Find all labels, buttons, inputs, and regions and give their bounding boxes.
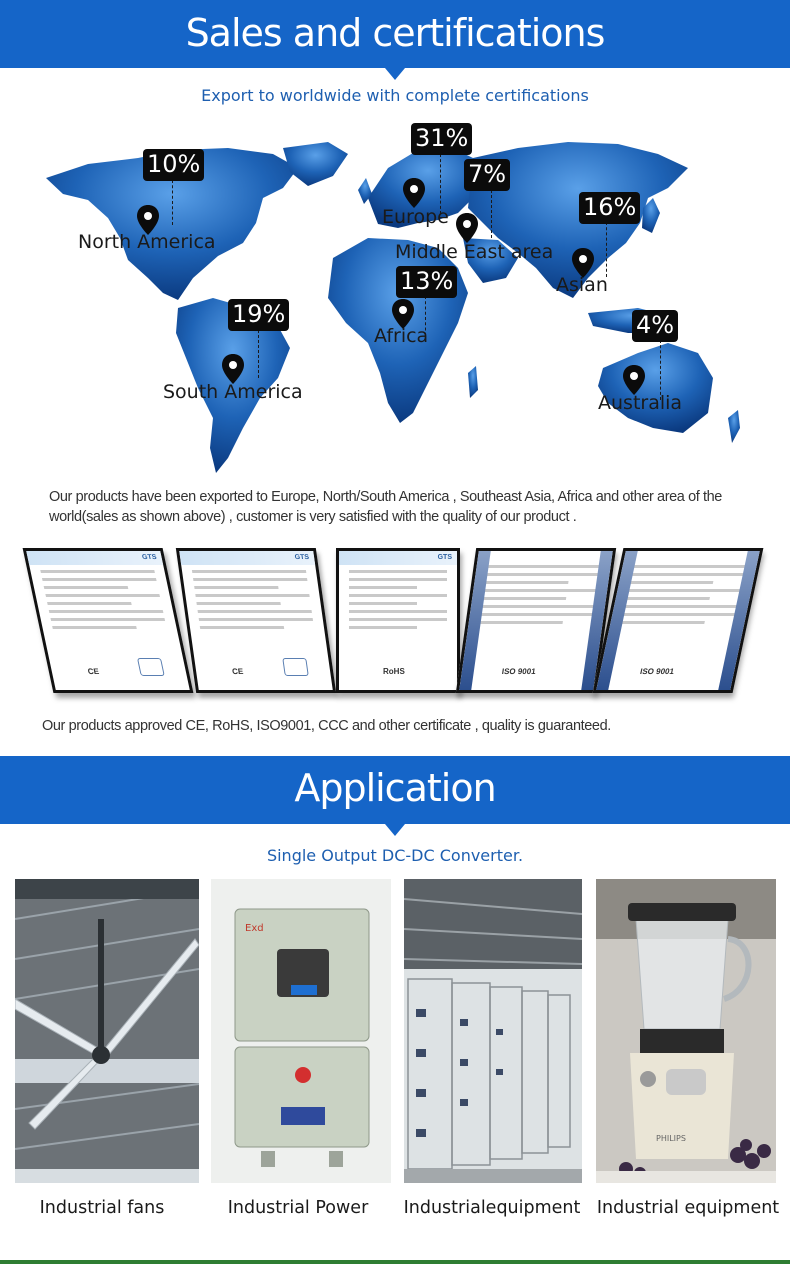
sales-title: Sales and certifications (185, 11, 605, 55)
certificate-mark: CE (86, 667, 100, 676)
certificate-mark: ISO 9001 (501, 667, 537, 676)
switchgear-cabinet-photo-icon (404, 879, 582, 1183)
badge-north-america: 10% (143, 149, 204, 181)
approval-description: Our products approved CE, RoHS, ISO9001, CCC and other certificate , quality is guaranteed. (42, 718, 611, 734)
application-banner (0, 756, 790, 824)
certificate-iso-1 (456, 548, 616, 693)
leader-australia (660, 340, 661, 400)
caption-industrial-fans: Industrial fans (39, 1198, 165, 1218)
blender-photo-icon (596, 879, 776, 1183)
caption-industrial-power: Industrial Power (227, 1198, 369, 1218)
svg-text:PHILIPS: PHILIPS (656, 1134, 686, 1143)
label-middle-east: Middle East area (395, 241, 554, 263)
application-subtitle: Single Output DC-DC Converter. (266, 846, 524, 865)
sales-banner (0, 0, 790, 68)
label-north-america: North America (78, 231, 216, 253)
sales-subtitle: Export to worldwide with complete certifications (201, 86, 589, 105)
badge-africa: 13% (396, 266, 457, 298)
certificate-rohs: GTS RoHS (336, 548, 460, 693)
map-pin-icon (623, 365, 645, 395)
badge-asian: 16% (579, 192, 640, 224)
certificate-ce-1: GTS CE (23, 548, 194, 693)
caption-industrial-equipment-2: Industrial equipment (596, 1198, 780, 1218)
ceiling-fan-photo-icon (15, 879, 199, 1183)
explosion-proof-box-photo-icon (211, 879, 391, 1183)
greenland-shape (283, 142, 348, 186)
caption-industrial-equipment-1: Industrialequipment (403, 1198, 581, 1218)
new-zealand-shape (728, 410, 740, 443)
label-europe: Europe (382, 206, 449, 228)
map-pin-icon (222, 354, 244, 384)
badge-south-america: 19% (228, 299, 289, 331)
bottom-divider (0, 1260, 790, 1264)
certificate-mark: ISO 9001 (639, 667, 675, 676)
certificate-gallery (36, 548, 756, 700)
badge-australia: 4% (632, 310, 678, 342)
label-south-america: South America (163, 381, 303, 403)
badge-europe: 31% (411, 123, 472, 155)
export-description: Our products have been exported to Europe, North/South America , Southeast Asia, Africa and other area of the world(sales as shown above) , customer is very satisfied with the quality of our product . (49, 489, 722, 525)
certificate-mark: RoHS (383, 667, 405, 676)
banner-notch (385, 68, 405, 80)
certificate-mark: CE (231, 667, 244, 676)
label-asian: Asian (556, 274, 608, 296)
leader-middle-east (491, 190, 492, 238)
label-australia: Australia (598, 392, 683, 414)
leader-north-america (172, 180, 173, 225)
banner-notch (385, 824, 405, 836)
australia-shape (598, 343, 713, 433)
application-title: Application (294, 766, 496, 810)
map-pin-icon (403, 178, 425, 208)
leader-europe (440, 154, 441, 214)
svg-text:Exd: Exd (245, 923, 264, 934)
label-africa: Africa (374, 325, 429, 347)
map-pin-icon (456, 213, 478, 243)
badge-middle-east: 7% (464, 159, 510, 191)
certificate-iso-2 (593, 548, 764, 693)
certificate-ce-2: GTS CE (176, 548, 336, 693)
leader-asian (606, 222, 607, 277)
leader-south-america (258, 330, 259, 378)
madagascar-shape (468, 366, 478, 398)
